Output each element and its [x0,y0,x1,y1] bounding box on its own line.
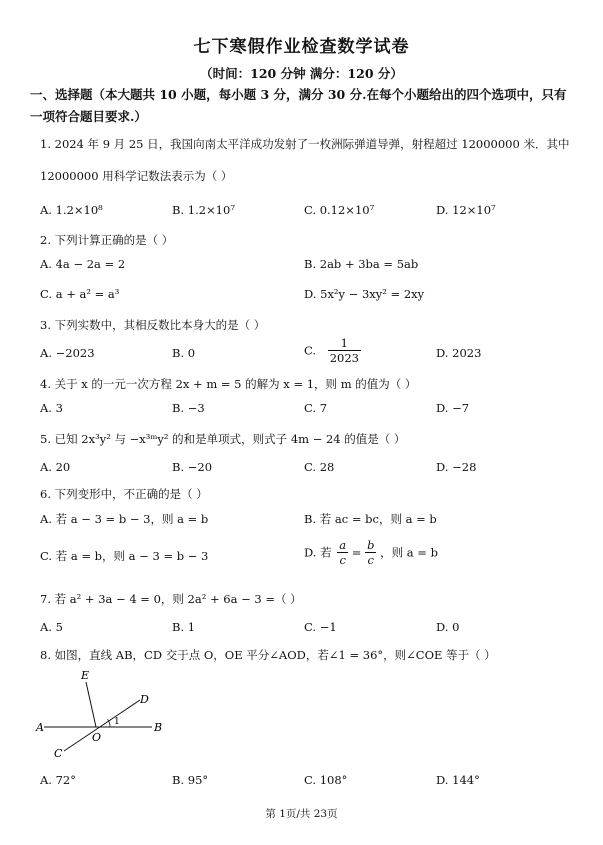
q3-option-c-fraction [328,336,361,365]
label-angle-1: 1 [114,717,120,727]
q8-option-b: B. 95° [172,773,209,787]
q4-option-b: B. −3 [172,401,205,415]
q3-option-d: D. 2023 [436,346,482,360]
q8-option-a: A. 72° [40,773,76,787]
q6-option-d-suffix: ，则 a = b [380,545,438,560]
line-cd [64,700,140,751]
question-5-stem: 5. 已知 2x³y² 与 −x³ᵐy² 的和是单项式，则式子 4m − 24 的值是（ ） [40,432,406,446]
q6-option-d-prefix: D. 若 [304,545,332,560]
fraction-numerator: 1 [328,336,361,351]
q5-option-c: C. 28 [304,460,335,474]
fraction-denominator: c [339,553,346,567]
q6-option-b: B. 若 ac = bc，则 a = b [304,512,437,526]
label-e: E [81,669,90,682]
label-d: D [140,693,149,706]
q8-option-c: C. 108° [304,773,348,787]
q5-option-d: D. −28 [436,460,477,474]
label-c: C [54,747,63,760]
q2-option-d: D. 5x²y − 3xy² = 2xy [304,287,425,301]
fraction-numerator: a [339,538,347,552]
exam-time-score: （时间：120 分钟 满分：120 分） [200,66,403,81]
q3-option-a: A. −2023 [40,346,95,360]
q6-option-a: A. 若 a − 3 = b − 3，则 a = b [40,512,209,526]
fraction-denominator: 2023 [329,351,359,365]
q1-option-d: D. 12×10⁷ [436,203,496,217]
q3-option-b: B. 0 [172,346,196,360]
page-title: 七下寒假作业检查数学试卷 [193,37,410,57]
question-6-stem: 6. 下列变形中，不正确的是（ ） [40,487,208,501]
q4-option-c: C. 7 [304,401,328,415]
fraction-numerator: b [367,538,375,552]
q2-option-b: B. 2ab + 3ba = 5ab [304,257,419,271]
q1-option-a: A. 1.2×10⁸ [40,203,103,217]
q6-option-d [304,538,438,567]
fraction-denominator: c [367,553,374,567]
q3-option-c [304,336,361,365]
q6-fraction-right [365,538,376,567]
question-4-stem: 4. 关于 x 的一元一次方程 2x + m = 5 的解为 x = 1，则 m 的值为（ ） [40,377,417,391]
label-a: A [36,721,44,734]
q2-option-c: C. a + a² = a³ [40,287,120,301]
q6-fraction-left [337,538,348,567]
q7-option-c: C. −1 [304,620,337,634]
q3-option-c-label: C. [304,343,317,358]
q1-option-b: B. 1.2×10⁷ [172,203,235,217]
q8-option-d: D. 144° [436,773,480,787]
ray-oe [86,682,96,727]
question-3-stem: 3. 下列实数中，其相反数比本身大的是（ ） [40,318,266,332]
label-o: O [92,731,102,744]
q7-option-a: A. 5 [40,620,63,634]
q4-option-d: D. −7 [436,401,470,415]
page-number: 第 1页/共 23页 [265,808,338,820]
question-8-stem: 8. 如图，直线 AB，CD 交于点 O，OE 平分∠AOD，若∠1 = 36°，则∠COE 等于（ ） [40,648,496,662]
question-2-stem: 2. 下列计算正确的是（ ） [40,233,174,247]
geometry-figure [30,665,180,765]
question-7-stem: 7. 若 a² + 3a − 4 = 0，则 2a² + 6a − 3 =（ ） [40,592,302,606]
question-1-line2: 12000000 用科学记数法表示为（ ） [40,169,233,183]
equals-sign: = [351,545,362,560]
q7-option-d: D. 0 [436,620,460,634]
question-1-line1: 1. 2024 年 9 月 25 日，我国向南太平洋成功发射了一枚洲际弹道导弹，射程超过 12000000 米．其中 [40,137,570,151]
q2-option-a: A. 4a − 2a = 2 [40,257,126,271]
label-b: B [154,721,163,734]
section-heading: 一、选择题（本大题共 10 小题，每小题 3 分，满分 30 分.在每个小题给出的四个选项中，只有一项符合题目要求.） [30,87,567,124]
q1-option-c: C. 0.12×10⁷ [304,203,375,217]
q4-option-a: A. 3 [40,401,63,415]
q7-option-b: B. 1 [172,620,196,634]
q5-option-b: B. −20 [172,460,213,474]
q6-option-c: C. 若 a = b，则 a − 3 = b − 3 [40,549,209,563]
q5-option-a: A. 20 [40,460,71,474]
